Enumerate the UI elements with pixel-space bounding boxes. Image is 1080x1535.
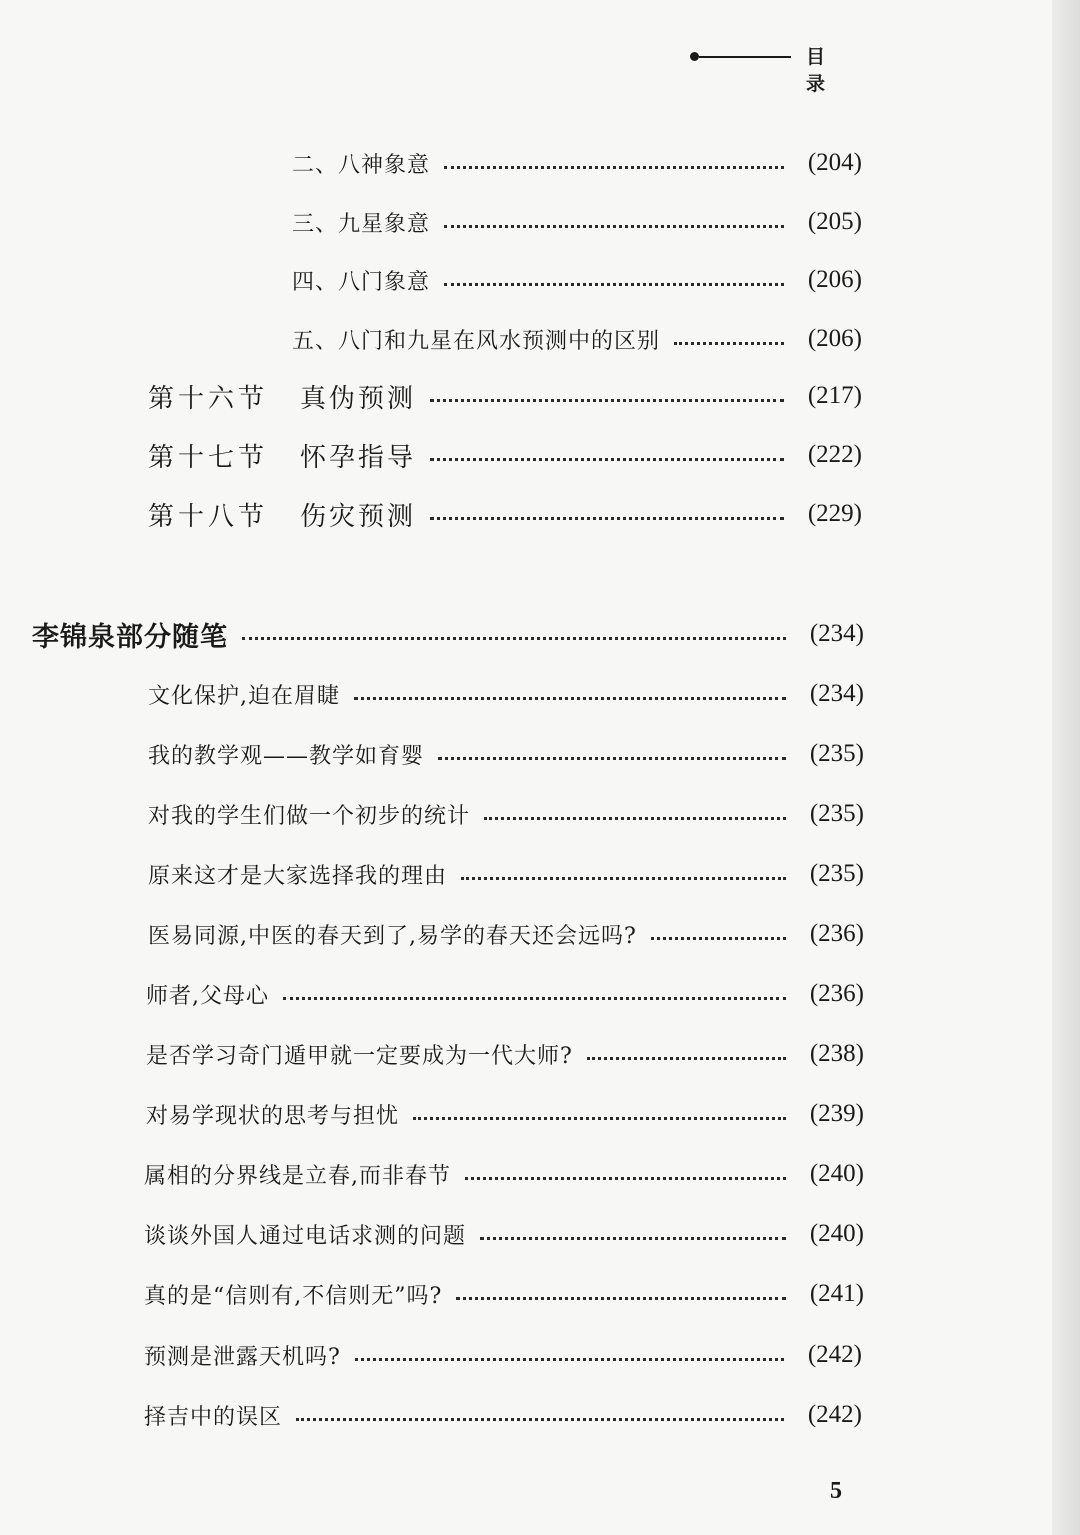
toc-entry-page: (236): [809, 920, 864, 947]
toc-entry[interactable]: [146, 1034, 864, 1074]
toc-entry-page: (241): [809, 1280, 864, 1307]
dot-leader: [242, 637, 786, 640]
dot-leader: [651, 937, 786, 940]
toc-entry[interactable]: [148, 674, 864, 714]
dot-leader: [283, 997, 786, 1000]
dot-leader: [461, 877, 786, 880]
toc-part-title: 李锦泉部分随笔: [32, 621, 228, 653]
toc-entry-title: 属相的分界线是立春,而非春节: [144, 1163, 451, 1189]
toc-entry-title: 预测是泄露天机吗?: [144, 1344, 341, 1370]
dot-leader: [444, 166, 784, 169]
section-number: 第十八节: [148, 501, 269, 532]
toc-entry-title: 四、八门象意: [292, 269, 431, 295]
header-bullet: [690, 52, 699, 61]
dot-leader: [480, 1237, 786, 1240]
toc-section-title: 怀孕指导: [300, 442, 417, 473]
toc-entry-title: 三、九星象意: [292, 211, 431, 237]
toc-entry[interactable]: [292, 319, 862, 359]
toc-entry[interactable]: [148, 914, 864, 954]
toc-entry-page: (234): [809, 680, 864, 707]
section-number: 第十六节: [148, 383, 269, 414]
dot-leader: [413, 1117, 786, 1120]
toc-entry-page: (242): [807, 1401, 862, 1428]
toc-entry-title: 我的教学观——教学如育婴: [148, 743, 425, 769]
toc-entry[interactable]: [148, 854, 864, 894]
dot-leader: [484, 817, 786, 820]
toc-entry-title: 五、八门和九星在风水预测中的区别: [292, 328, 661, 354]
toc-entry-title: 对我的学生们做一个初步的统计: [148, 803, 471, 829]
section-number: 第十七节: [148, 442, 269, 473]
toc-section[interactable]: [148, 494, 862, 534]
toc-entry-page: (240): [809, 1160, 864, 1187]
dot-leader: [674, 342, 784, 345]
toc-entry-page: (234): [809, 620, 864, 647]
toc-entry-title: 对易学现状的思考与担忧: [146, 1103, 400, 1129]
toc-entry[interactable]: [144, 1274, 864, 1314]
dot-leader: [430, 399, 784, 402]
toc-entry-page: (206): [807, 266, 862, 293]
dot-leader: [438, 757, 786, 760]
dot-leader: [296, 1418, 784, 1421]
toc-entry-title: 原来这才是大家选择我的理由: [148, 863, 448, 889]
toc-entry-page: (204): [807, 149, 862, 176]
toc-entry-title: 择吉中的误区: [144, 1404, 283, 1430]
toc-entry-page: (205): [807, 208, 862, 235]
toc-entry-title: 师者,父母心: [146, 983, 269, 1009]
toc-entry-page: (229): [807, 500, 862, 527]
toc-entry[interactable]: [144, 1214, 864, 1254]
toc-entry[interactable]: [146, 1094, 864, 1134]
toc-entry-page: (206): [807, 325, 862, 352]
toc-section-title: 伤灾预测: [300, 501, 417, 532]
toc-entry-page: (240): [809, 1220, 864, 1247]
toc-entry[interactable]: [144, 1395, 862, 1435]
toc-entry[interactable]: [146, 974, 864, 1014]
toc-section[interactable]: [148, 435, 862, 475]
toc-entry-title: 是否学习奇门遁甲就一定要成为一代大师?: [146, 1043, 573, 1069]
toc-section-title: 真伪预测: [300, 383, 417, 414]
toc-entry[interactable]: [148, 794, 864, 834]
toc-entry[interactable]: [292, 143, 862, 183]
dot-leader: [355, 1358, 784, 1361]
dot-leader: [456, 1297, 786, 1300]
toc-entry-title: 二、八神象意: [292, 152, 431, 178]
header-label: 目录: [806, 46, 842, 95]
toc-entry[interactable]: [144, 1154, 864, 1194]
toc-part[interactable]: [32, 614, 864, 654]
toc-entry[interactable]: [292, 202, 862, 242]
toc-entry[interactable]: [148, 734, 864, 774]
toc-entry-page: (217): [807, 382, 862, 409]
toc-entry-title: 谈谈外国人通过电话求测的问题: [144, 1223, 467, 1249]
dot-leader: [587, 1057, 786, 1060]
toc-entry-page: (239): [809, 1100, 864, 1127]
toc-entry-page: (235): [809, 860, 864, 887]
page-number: 5: [830, 1478, 842, 1504]
toc-entry-page: (242): [807, 1341, 862, 1368]
toc-entry-title: 文化保护,迫在眉睫: [148, 683, 340, 709]
dot-leader: [444, 283, 784, 286]
dot-leader: [444, 225, 784, 228]
toc-entry-title: 医易同源,中医的春天到了,易学的春天还会远吗?: [148, 923, 637, 949]
dot-leader: [430, 458, 784, 461]
toc-entry-page: (222): [807, 441, 862, 468]
header-rule: [699, 56, 791, 58]
toc-entry[interactable]: [292, 260, 862, 300]
toc-entry-page: (238): [809, 1040, 864, 1067]
dot-leader: [465, 1177, 786, 1180]
toc-entry-page: (235): [809, 800, 864, 827]
running-header: [690, 40, 870, 95]
toc-entry-page: (236): [809, 980, 864, 1007]
toc-entry-page: (235): [809, 740, 864, 767]
toc-section[interactable]: [148, 376, 862, 416]
dot-leader: [354, 697, 786, 700]
toc-entry[interactable]: [144, 1335, 862, 1375]
dot-leader: [430, 517, 784, 520]
page-edge-shadow: [1052, 0, 1080, 1535]
toc-entry-title: 真的是“信则有,不信则无”吗?: [144, 1283, 443, 1309]
